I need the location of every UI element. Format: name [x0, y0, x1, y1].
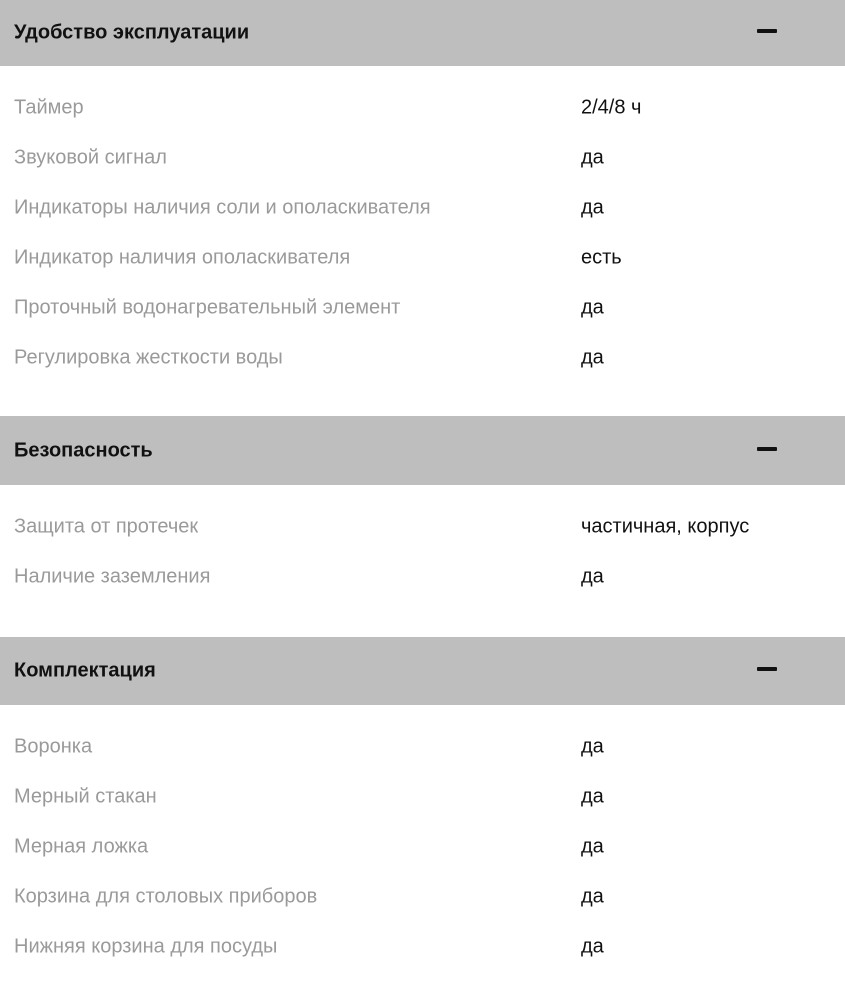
spec-row [0, 922, 845, 972]
spec-label: Звуковой сигнал [14, 146, 167, 169]
spec-value: да [581, 785, 604, 808]
section-header-package[interactable] [0, 637, 845, 705]
spec-label: Таймер [14, 96, 84, 119]
spec-row [0, 283, 845, 333]
spec-label: Наличие заземления [14, 565, 211, 588]
spec-value: да [581, 565, 604, 588]
minus-icon[interactable] [757, 29, 777, 33]
section-safety [0, 416, 845, 602]
spec-value: да [581, 735, 604, 758]
spec-value: да [581, 296, 604, 319]
spec-label: Проточный водонагревательный элемент [14, 296, 401, 319]
spec-list [0, 485, 845, 602]
spec-value: да [581, 835, 604, 858]
spec-value: да [581, 885, 604, 908]
spec-label: Регулировка жесткости воды [14, 346, 283, 369]
spec-label: Защита от протечек [14, 515, 199, 538]
spec-value: да [581, 935, 604, 958]
section-title: Безопасность [14, 439, 153, 461]
spec-value: частичная, корпус [581, 515, 750, 538]
spec-list [0, 66, 845, 383]
spec-label: Индикаторы наличия соли и ополаскивателя [14, 196, 431, 219]
spec-label: Мерный стакан [14, 785, 157, 808]
minus-icon[interactable] [757, 447, 777, 451]
spec-label: Воронка [14, 735, 93, 758]
section-header-safety[interactable] [0, 416, 845, 485]
spec-label: Мерная ложка [14, 835, 149, 858]
spec-value: да [581, 346, 604, 369]
section-header-usability[interactable] [0, 0, 845, 66]
spec-row [0, 552, 845, 602]
section-usability [0, 0, 845, 383]
minus-icon[interactable] [757, 667, 777, 671]
spec-row [0, 183, 845, 233]
spec-list [0, 705, 845, 972]
spec-value: есть [581, 246, 622, 269]
spec-row [0, 822, 845, 872]
spec-row [0, 133, 845, 183]
spec-row [0, 722, 845, 772]
spec-label: Нижняя корзина для посуды [14, 935, 278, 958]
spec-row [0, 772, 845, 822]
section-package [0, 637, 845, 972]
spec-row [0, 872, 845, 922]
spec-value: да [581, 146, 604, 169]
spec-row [0, 233, 845, 283]
section-title: Комплектация [14, 659, 156, 682]
spec-row [0, 333, 845, 383]
spec-label: Корзина для столовых приборов [14, 885, 318, 908]
spec-value: да [581, 196, 604, 219]
spec-label: Индикатор наличия ополаскивателя [14, 246, 351, 269]
spec-row [0, 502, 845, 552]
spec-value: 2/4/8 ч [581, 96, 642, 119]
section-title: Удобство эксплуатации [14, 21, 250, 44]
spec-row [0, 83, 845, 133]
